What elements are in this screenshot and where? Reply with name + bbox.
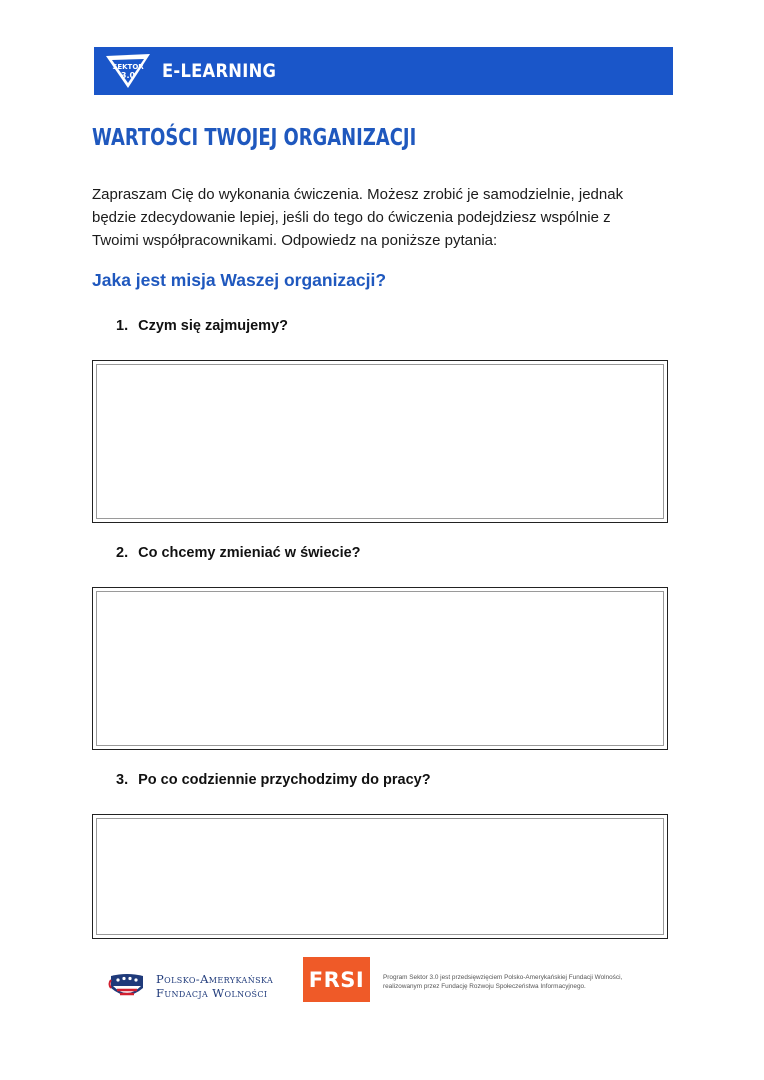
answer-box-2[interactable] (92, 587, 668, 750)
question-number: 1. (116, 318, 129, 334)
header-banner (94, 47, 673, 95)
paf-line-2: Fundacja Wolności (156, 986, 268, 1000)
paf-logo (108, 970, 273, 1002)
question-2 (116, 545, 361, 561)
banner-title: E-LEARNING (162, 60, 277, 82)
question-3 (116, 772, 431, 788)
question-number: 2. (116, 545, 129, 561)
logo-text-top: SEKTOR (112, 63, 144, 71)
question-text: Co chcemy zmieniać w świecie? (138, 545, 361, 561)
question-number: 3. (116, 772, 129, 788)
paf-line-1: Polsko-Amerykańska (156, 972, 274, 986)
sektor-logo-icon (104, 52, 152, 90)
intro-paragraph: Zapraszam Cię do wykonania ćwiczenia. Możesz zrobić je samodzielnie, jednak będzie zdecydowanie lepiej, jeśli do tego do ćwiczenia podejdziesz wspólnie z Twoimi współpracownikami. Odpowiedz na poniższe pytania: (92, 186, 624, 249)
question-text: Czym się zajmujemy? (138, 318, 288, 334)
page-title: WARTOŚCI TWOJEJ ORGANIZACJI (92, 125, 417, 151)
paf-emblem-icon (108, 970, 146, 1002)
question-1 (116, 318, 288, 334)
section-heading: Jaka jest misja Waszej organizacji? (92, 270, 387, 290)
answer-box-3[interactable] (92, 814, 668, 939)
logo-text-bottom: 3.0 (120, 71, 136, 80)
question-text: Po co codziennie przychodzimy do pracy? (138, 772, 431, 788)
footer-note: Program Sektor 3.0 jest przedsięwzięciem Polsko-Amerykańskiej Fundacji Wolności, realizowanym przez Fundację Rozwoju Społeczeństwa Informacyjnego. (383, 974, 623, 990)
answer-box-1[interactable] (92, 360, 668, 523)
frsi-logo: FRSI (303, 957, 370, 1002)
